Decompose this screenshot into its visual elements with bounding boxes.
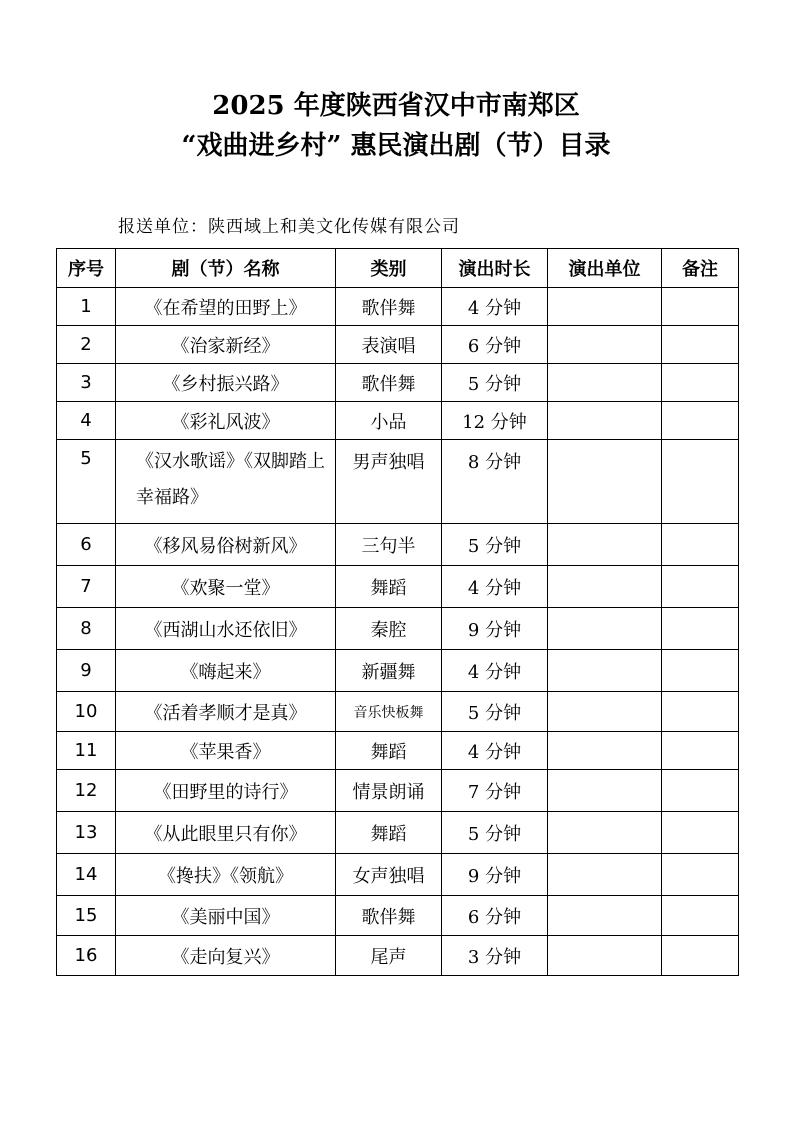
row-duration: 6 分钟 [442, 896, 548, 936]
row-duration: 9 分钟 [442, 854, 548, 896]
row-name: 《从此眼里只有你》 [116, 812, 336, 854]
header-no: 序号 [57, 249, 116, 288]
table-row [57, 854, 739, 896]
row-category: 歌伴舞 [336, 288, 442, 326]
row-performer [548, 364, 662, 402]
header-performer: 演出单位 [548, 249, 662, 288]
row-no: 1 [57, 288, 116, 326]
row-performer [548, 936, 662, 976]
row-name: 《移风易俗树新风》 [116, 524, 336, 566]
row-remarks [662, 854, 739, 896]
row-name: 《嗨起来》 [116, 650, 336, 692]
header-name: 剧（节）名称 [116, 249, 336, 288]
row-performer [548, 608, 662, 650]
row-category: 新疆舞 [336, 650, 442, 692]
row-duration: 4 分钟 [442, 732, 548, 770]
document-title-line2: “戏曲进乡村” 惠民演出剧（节）目录 [181, 131, 611, 161]
row-no: 13 [57, 812, 116, 854]
table-row [57, 770, 739, 812]
row-duration: 8 分钟 [442, 440, 548, 524]
table-row [57, 732, 739, 770]
row-category: 小品 [336, 402, 442, 440]
row-no: 4 [57, 402, 116, 440]
header-remarks: 备注 [662, 249, 739, 288]
table-row [57, 364, 739, 402]
submit-unit: 报送单位：陕西域上和美文化传媒有限公司 [118, 217, 460, 237]
row-category: 三句半 [336, 524, 442, 566]
row-no: 5 [57, 440, 116, 524]
row-name: 《搀扶》《领航》 [116, 854, 336, 896]
row-category: 舞蹈 [336, 566, 442, 608]
row-remarks [662, 402, 739, 440]
row-duration: 7 分钟 [442, 770, 548, 812]
row-remarks [662, 650, 739, 692]
row-no: 6 [57, 524, 116, 566]
row-remarks [662, 608, 739, 650]
row-duration: 3 分钟 [442, 936, 548, 976]
row-category: 歌伴舞 [336, 364, 442, 402]
row-performer [548, 326, 662, 364]
row-remarks [662, 364, 739, 402]
row-performer [548, 692, 662, 732]
row-performer [548, 732, 662, 770]
row-performer [548, 402, 662, 440]
row-duration: 12 分钟 [442, 402, 548, 440]
row-remarks [662, 896, 739, 936]
row-performer [548, 896, 662, 936]
row-category: 男声独唱 [336, 440, 442, 524]
row-no: 16 [57, 936, 116, 976]
row-duration: 5 分钟 [442, 524, 548, 566]
table-row [57, 692, 739, 732]
row-duration: 6 分钟 [442, 326, 548, 364]
row-name: 《在希望的田野上》 [116, 288, 336, 326]
row-category: 舞蹈 [336, 812, 442, 854]
row-category: 尾声 [336, 936, 442, 976]
table-header-row [57, 249, 739, 288]
row-performer [548, 440, 662, 524]
row-name: 《活着孝顺才是真》 [116, 692, 336, 732]
row-name: 《彩礼风波》 [116, 402, 336, 440]
row-name: 《走向复兴》 [116, 936, 336, 976]
row-no: 14 [57, 854, 116, 896]
table-row [57, 524, 739, 566]
row-no: 8 [57, 608, 116, 650]
row-category: 表演唱 [336, 326, 442, 364]
row-name: 《治家新经》 [116, 326, 336, 364]
table-row [57, 650, 739, 692]
row-category: 舞蹈 [336, 732, 442, 770]
row-name: 《美丽中国》 [116, 896, 336, 936]
header-category: 类别 [336, 249, 442, 288]
row-remarks [662, 732, 739, 770]
row-duration: 4 分钟 [442, 288, 548, 326]
row-name: 《汉水歌谣》《双脚踏上幸福路》 [116, 440, 336, 524]
program-table [56, 248, 739, 976]
row-duration: 4 分钟 [442, 650, 548, 692]
row-performer [548, 288, 662, 326]
row-duration: 5 分钟 [442, 692, 548, 732]
header-duration: 演出时长 [442, 249, 548, 288]
row-remarks [662, 326, 739, 364]
row-category: 女声独唱 [336, 854, 442, 896]
row-no: 10 [57, 692, 116, 732]
row-name: 《乡村振兴路》 [116, 364, 336, 402]
row-no: 15 [57, 896, 116, 936]
row-no: 2 [57, 326, 116, 364]
row-remarks [662, 812, 739, 854]
row-performer [548, 812, 662, 854]
table-row [57, 402, 739, 440]
row-remarks [662, 936, 739, 976]
row-category: 情景朗诵 [336, 770, 442, 812]
table-row [57, 566, 739, 608]
row-performer [548, 650, 662, 692]
row-duration: 9 分钟 [442, 608, 548, 650]
row-performer [548, 524, 662, 566]
row-no: 12 [57, 770, 116, 812]
row-remarks [662, 566, 739, 608]
row-no: 3 [57, 364, 116, 402]
row-duration: 5 分钟 [442, 812, 548, 854]
row-category: 秦腔 [336, 608, 442, 650]
row-remarks [662, 524, 739, 566]
row-name: 《田野里的诗行》 [116, 770, 336, 812]
row-name: 《西湖山水还依旧》 [116, 608, 336, 650]
document-title-line1: 2025 年度陕西省汉中市南郑区 [212, 91, 580, 121]
table-row [57, 896, 739, 936]
row-category: 歌伴舞 [336, 896, 442, 936]
row-duration: 5 分钟 [442, 364, 548, 402]
table-row [57, 440, 739, 524]
table-row [57, 608, 739, 650]
row-duration: 4 分钟 [442, 566, 548, 608]
row-no: 9 [57, 650, 116, 692]
row-remarks [662, 440, 739, 524]
row-remarks [662, 692, 739, 732]
row-performer [548, 854, 662, 896]
row-remarks [662, 770, 739, 812]
row-performer [548, 566, 662, 608]
row-category: 音乐快板舞 [336, 692, 442, 732]
row-performer [548, 770, 662, 812]
row-no: 7 [57, 566, 116, 608]
row-no: 11 [57, 732, 116, 770]
table-row [57, 812, 739, 854]
table-row [57, 326, 739, 364]
row-remarks [662, 288, 739, 326]
row-name: 《欢聚一堂》 [116, 566, 336, 608]
table-row [57, 288, 739, 326]
row-name: 《苹果香》 [116, 732, 336, 770]
table-row [57, 936, 739, 976]
